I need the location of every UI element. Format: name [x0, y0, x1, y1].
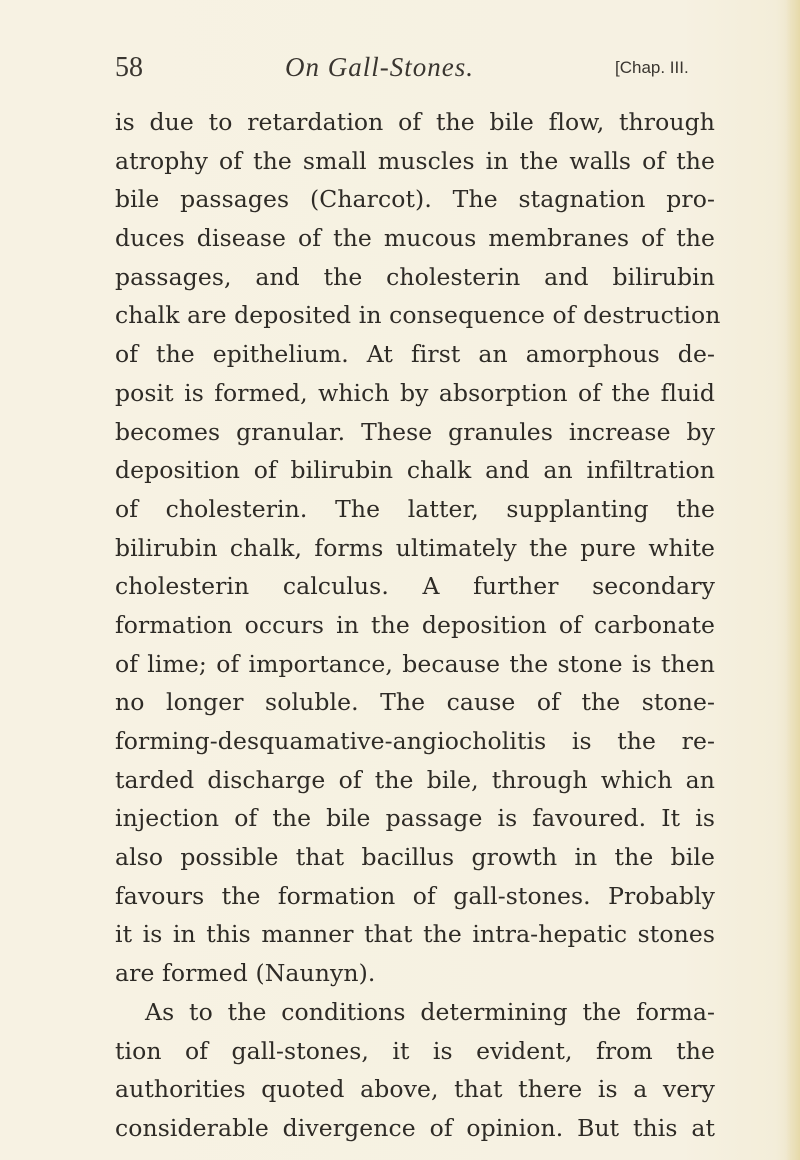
text-line: injection of the bile passage is favoured. It is [115, 804, 715, 833]
page-number: 58 [115, 52, 143, 83]
text-line: of lime; of importance, because the stone is then [115, 649, 715, 678]
text-line: no longer soluble. The cause of the stone- [115, 688, 715, 717]
text-line: of cholesterin. The latter, supplanting the [115, 494, 715, 523]
text-line: deposition of bilirubin chalk and an infiltration [115, 456, 715, 485]
running-title: On Gall-Stones. [285, 52, 474, 82]
text-line: authorities quoted above, that there is a very [115, 1075, 715, 1104]
text-line: chalk are deposited in consequence of destruction [115, 301, 721, 330]
text-line: tion of gall-stones, it is evident, from the [115, 1036, 715, 1065]
body-text [115, 103, 721, 1148]
page-header [115, 52, 715, 92]
text-line: bile passages (Charcot). The stagnation pro- [115, 185, 715, 214]
text-line: also possible that bacillus growth in the bile [115, 843, 715, 872]
text-line: duces disease of the mucous membranes of the [115, 224, 715, 253]
text-line: are formed (Naunyn). [115, 959, 376, 988]
text-line: of the epithelium. At first an amorphous de- [115, 340, 715, 369]
text-line: atrophy of the small muscles in the walls of the [115, 146, 715, 175]
text-line: becomes granular. These granules increase by [115, 417, 715, 446]
text-line: formation occurs in the deposition of carbonate [115, 610, 715, 639]
text-line: cholesterin calculus. A further secondary [115, 572, 715, 601]
text-line: it is in this manner that the intra-hepatic stones [115, 920, 715, 949]
text-line: passages, and the cholesterin and bilirubin [115, 262, 715, 291]
page-edge [786, 0, 800, 1160]
chapter-label: [Chap. III. [615, 58, 689, 77]
text-line: tarded discharge of the bile, through which an [115, 765, 715, 794]
text-line: is due to retardation of the bile flow, through [115, 108, 715, 136]
text-line: favours the formation of gall-stones. Probably [115, 881, 715, 910]
text-line: posit is formed, which by absorption of the fluid [115, 378, 715, 407]
text-line: considerable divergence of opinion. But this at [115, 1113, 715, 1142]
text-line: forming-desquamative-angiocholitis is the re- [115, 727, 715, 755]
text-line: As to the conditions determining the forma- [145, 997, 715, 1026]
text-line: bilirubin chalk, forms ultimately the pure white [115, 533, 715, 562]
